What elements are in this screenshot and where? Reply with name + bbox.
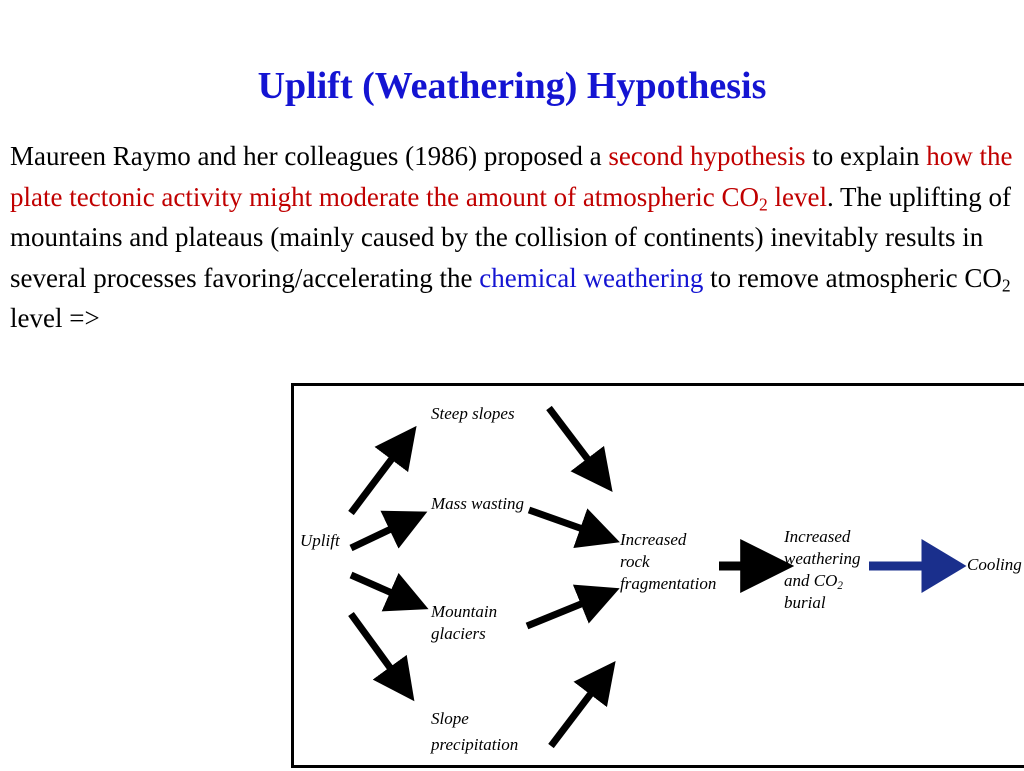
text-remove-co2: to remove atmospheric CO — [703, 262, 1002, 293]
node-weathering-co2-subscript: 2 — [837, 579, 843, 592]
node-cooling: Cooling — [967, 555, 1022, 574]
node-weathering-line3 — [784, 570, 861, 592]
body-paragraph — [10, 136, 1015, 339]
co2-subscript: 2 — [759, 193, 768, 214]
node-mountain-glaciers-line1: Mountain — [431, 602, 498, 621]
node-mountain-glaciers — [431, 601, 497, 645]
arrow-precipitation-to-fragmentation — [551, 671, 608, 746]
node-mass-wasting: Mass wasting — [431, 494, 525, 513]
node-rock-fragmentation-line1: Increased — [620, 530, 687, 549]
text-to-explain: to explain — [805, 141, 927, 171]
node-mountain-glaciers-line2: glaciers — [431, 624, 486, 643]
node-steep-slopes: Steep slopes — [431, 404, 515, 423]
node-slope-precipitation-line1: Slope — [431, 709, 469, 728]
node-slope-precipitation-line2: precipitation — [431, 735, 519, 754]
co2-subscript: 2 — [1001, 274, 1011, 295]
text-level: level — [767, 181, 828, 212]
uplift-flow-diagram — [291, 383, 1024, 768]
text-uplifting: . The uplifting of mountains and plateaus (mainly caused by the collision of continents) inevitably results in several processes favoring/accelerating the — [10, 181, 1012, 293]
arrow-glaciers-to-fragmentation — [527, 593, 608, 626]
node-weathering-line1: Increased — [784, 527, 851, 546]
arrow-uplift-to-steep-slopes — [351, 436, 409, 513]
node-weathering-line2: weathering — [784, 549, 861, 568]
text-intro: Maureen Raymo and her colleagues (1986) proposed a — [10, 141, 609, 171]
text-chemical-weathering: chemical weathering — [479, 262, 704, 293]
arrow-mass-wasting-to-fragmentation — [529, 510, 608, 538]
node-slope-precipitation — [431, 706, 518, 758]
arrow-uplift-to-mountain-glaciers — [351, 575, 417, 604]
slide-title: Uplift (Weathering) Hypothesis — [257, 65, 767, 107]
node-weathering-line4: burial — [784, 593, 826, 612]
node-weathering-burial — [784, 526, 861, 614]
arrow-steep-slopes-to-fragmentation — [549, 408, 605, 482]
arrow-uplift-to-mass-wasting — [351, 517, 416, 548]
arrow-uplift-to-slope-precipitation — [351, 614, 407, 691]
text-tectonic-co2-main: how the plate tectonic activity might moderate the amount of atmospheric CO — [10, 141, 1013, 212]
node-uplift: Uplift — [300, 531, 340, 550]
node-weathering-co2: and CO — [784, 571, 838, 590]
node-rock-fragmentation — [620, 529, 716, 595]
node-rock-fragmentation-line3: fragmentation — [620, 574, 717, 593]
text-second-hypothesis: second hypothesis — [608, 141, 806, 171]
text-level-arrow: level => — [10, 303, 100, 333]
node-rock-fragmentation-line2: rock — [620, 552, 650, 571]
